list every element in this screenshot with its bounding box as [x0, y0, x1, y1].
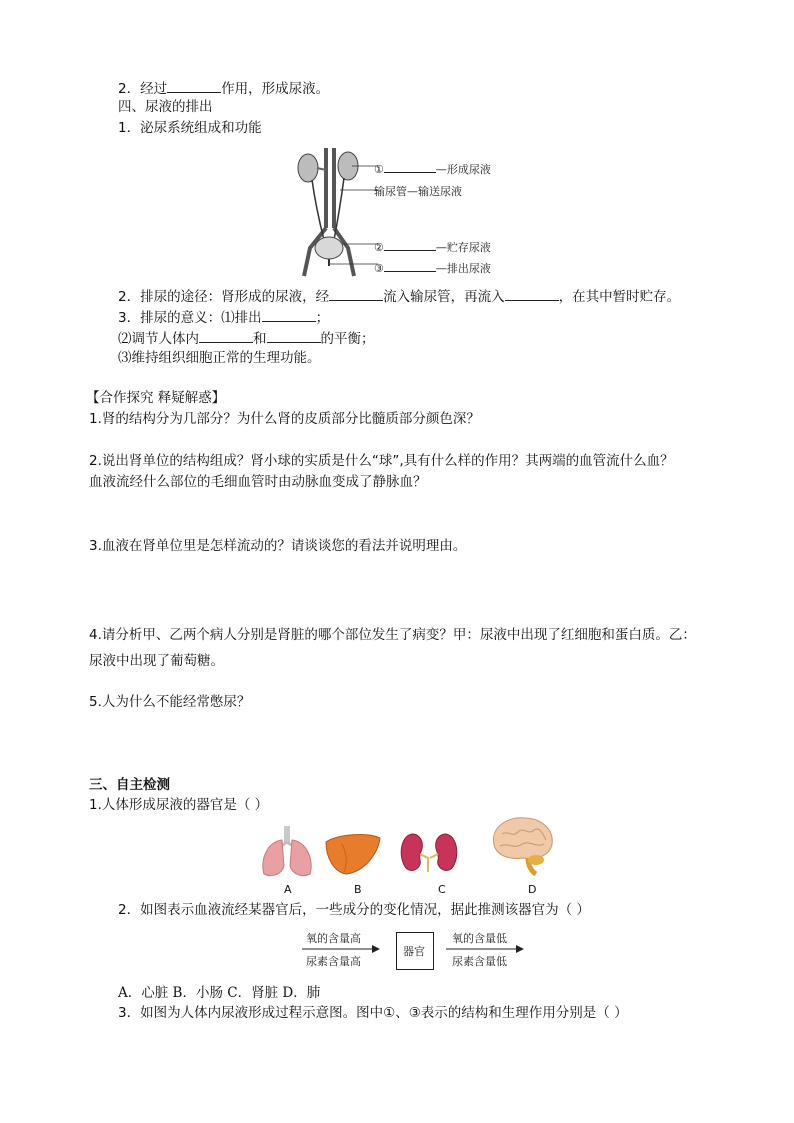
flow-out-bottom: 尿素含量低 — [452, 955, 507, 968]
explore-q2a: 2.说出肾单位的结构组成？肾小球的实质是什么“球”,具有什么样的作用？其两端的血管流什么血？ — [89, 453, 674, 469]
sub3-post: ； — [315, 310, 330, 326]
answer-blank[interactable] — [329, 286, 383, 301]
flow-out-top: 氧的含量低 — [452, 932, 507, 945]
answer-blank[interactable] — [505, 286, 559, 301]
answer-blank[interactable] — [262, 307, 316, 322]
figure-blank-2[interactable] — [384, 236, 436, 251]
kidneys-icon — [398, 832, 460, 874]
liver-icon — [324, 832, 382, 876]
sub3-2-line — [118, 328, 375, 348]
sub3-pre: 3．排尿的意义：⑴排出 — [118, 310, 262, 326]
urinary-system-icon — [290, 148, 380, 278]
sub3-2-mid: 和 — [253, 331, 267, 347]
selftest-q3: 3．如图为人体内尿液形成过程示意图。图中①、③表示的结构和生理作用分别是（ ） — [118, 1005, 628, 1021]
subsection-1-title: 1．泌尿系统组成和功能 — [118, 120, 262, 136]
explore-title: 【合作探究 释疑解惑】 — [86, 390, 226, 406]
label-num-4: ③ — [374, 262, 384, 275]
brain-icon — [488, 816, 556, 876]
liver-option[interactable] — [324, 832, 382, 876]
section-4-title: 四、尿液的排出 — [118, 99, 213, 115]
figure-blank-3[interactable] — [384, 257, 436, 272]
selftest-q1: 1.人体形成尿液的器官是（ ） — [89, 797, 269, 813]
flow-in-top: 氧的含量高 — [306, 932, 361, 945]
organ-box — [396, 932, 434, 970]
label-text-3: —贮存尿液 — [435, 241, 491, 254]
q2-pre: 2．经过 — [118, 81, 168, 97]
answer-blank[interactable] — [267, 328, 321, 343]
figure-blank-1[interactable] — [384, 158, 436, 173]
option-label-d: D — [528, 883, 537, 896]
explore-q4b: 尿液中出现了葡萄糖。 — [89, 653, 224, 669]
figure-label-2: 输尿管—输送尿液 — [374, 185, 462, 198]
selftest-q2: 2．如图表示血液流经某器官后，一些成分的变化情况，据此推测该器官为（ ） — [118, 902, 590, 918]
sub2-pre: 2．排尿的途径：肾形成的尿液，经 — [118, 289, 330, 305]
sub3-3-line: ⑶维持组织细胞正常的生理功能。 — [118, 350, 321, 366]
brain-option[interactable] — [488, 816, 556, 876]
lungs-icon — [258, 826, 316, 878]
selftest-title: 三、自主检测 — [89, 777, 170, 793]
q2-post: 作用，形成尿液。 — [221, 81, 330, 97]
option-label-b: B — [354, 883, 362, 896]
label-num-3: ② — [374, 241, 384, 254]
explore-q2b: 血液流经什么部位的毛细血管时由动脉血变成了静脉血？ — [89, 474, 427, 490]
label-text-4: —排出尿液 — [435, 262, 491, 275]
figure-label-1 — [374, 158, 491, 177]
organ-box-label: 器官 — [403, 945, 425, 958]
explore-q1: 1.肾的结构分为几部分？为什么肾的皮质部分比髓质部分颜色深？ — [89, 411, 480, 427]
answer-blank[interactable] — [167, 78, 221, 93]
label-text-1: —形成尿液 — [435, 163, 491, 176]
sub2-line — [118, 286, 680, 306]
lungs-option[interactable] — [258, 826, 316, 878]
figure-label-4 — [374, 257, 491, 276]
label-num-1: ① — [374, 163, 384, 176]
option-label-a: A — [284, 883, 292, 896]
sub3-line — [118, 307, 329, 327]
selftest-q2-options: A．心脏 B．小肠 C．肾脏 D．肺 — [118, 985, 321, 1001]
figure-label-3 — [374, 236, 491, 255]
flow-in-bottom: 尿素含量高 — [306, 955, 361, 968]
kidneys-option[interactable] — [398, 832, 460, 874]
explore-q3: 3.血液在肾单位里是怎样流动的？请谈谈您的看法并说明理由。 — [89, 538, 467, 554]
q2-line — [118, 78, 329, 98]
explore-q5: 5.人为什么不能经常憋尿？ — [89, 694, 251, 710]
urinary-system-figure — [290, 148, 510, 278]
sub2-post: ，在其中暂时贮存。 — [558, 289, 681, 305]
option-label-c: C — [438, 883, 446, 896]
explore-q4a: 4.请分析甲、乙两个病人分别是肾脏的哪个部位发生了病变？甲：尿液中出现了红细胞和蛋白质。乙： — [89, 627, 696, 643]
sub3-2-pre: ⑵调节人体内 — [118, 331, 199, 347]
sub2-mid: 流入输尿管，再流入 — [383, 289, 505, 305]
organ-flow-diagram — [300, 928, 530, 970]
sub3-2-post: 的平衡； — [320, 331, 375, 347]
answer-blank[interactable] — [199, 328, 253, 343]
